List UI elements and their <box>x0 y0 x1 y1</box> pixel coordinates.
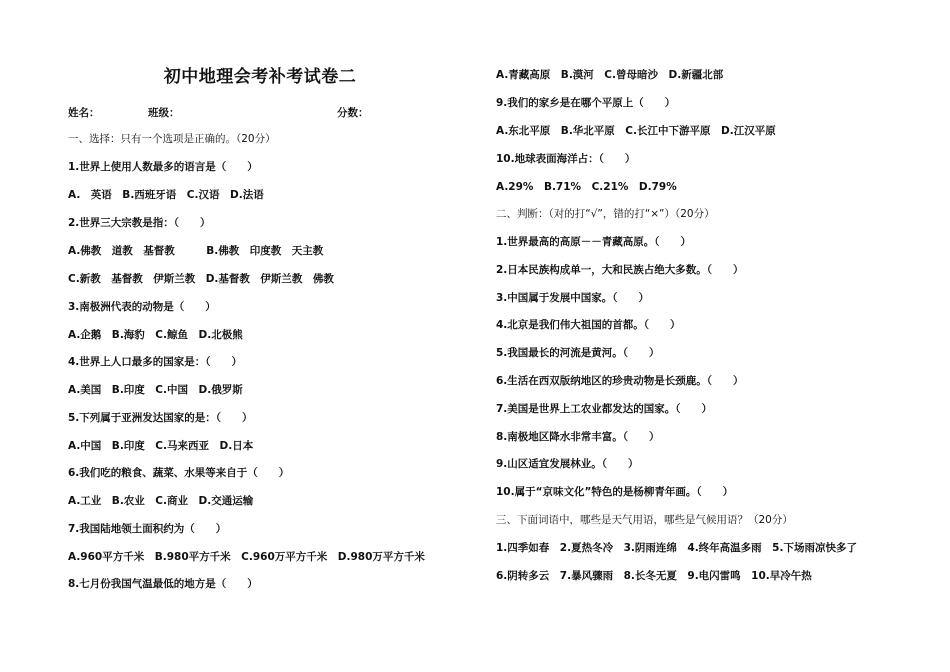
judgment-line: 1.世界最高的高原－－青藏高原。（ ） <box>496 236 692 248</box>
question-line: 5.下列属于亚洲发达国家的是：（ ） <box>68 412 253 424</box>
judgment-line: 8.南极地区降水非常丰富。（ ） <box>496 431 660 443</box>
options-line: A. 英语 B.西班牙语 C.汉语 D.法语 <box>68 189 264 201</box>
question-line: 9.我们的家乡是在哪个平原上（ ） <box>496 97 676 109</box>
section-three-heading: 三、下面词语中，哪些是天气用语，哪些是气候用语？（20分） <box>496 514 793 526</box>
question-line: 1.世界上使用人数最多的语言是（ ） <box>68 161 258 173</box>
question-line: 2.世界三大宗教是指：（ ） <box>68 217 211 229</box>
section-one-heading: 一、选择：只有一个选项是正确的。（20分） <box>68 133 276 145</box>
judgment-line: 10.属于“京味文化”特色的是杨柳青年画。（ ） <box>496 486 734 498</box>
class-label: 班级： <box>148 107 180 119</box>
section-two-heading: 二、判断：（对的打“√”，错的打“×”）（20分） <box>496 208 715 220</box>
terms-line: 6.阴转多云 7.暴风骤雨 8.长冬无夏 9.电闪雷鸣 10.早冷午热 <box>496 570 812 582</box>
question-line: 8.七月份我国气温最低的地方是（ ） <box>68 578 258 590</box>
exam-title: 初中地理会考补考试卷二 <box>163 67 357 87</box>
judgment-line: 9.山区适宜发展林业。（ ） <box>496 458 639 470</box>
options-line: A.佛教 道教 基督教 B.佛教 印度教 天主教 <box>68 245 324 257</box>
judgment-line: 5.我国最长的河流是黄河。（ ） <box>496 347 660 359</box>
question-line: 4.世界上人口最多的国家是：（ ） <box>68 356 243 368</box>
name-label: 姓名： <box>68 107 100 119</box>
score-label: 分数： <box>337 107 369 119</box>
judgment-line: 4.北京是我们伟大祖国的首都。（ ） <box>496 319 681 331</box>
question-line: 10.地球表面海洋占：（ ） <box>496 153 636 165</box>
options-line: A.960平方千米 B.980平方千米 C.960万平方千米 D.980万平方千米 <box>68 551 425 563</box>
options-line: A.东北平原 B.华北平原 C.长江中下游平原 D.江汉平原 <box>496 125 776 137</box>
options-line: A.美国 B.印度 C.中国 D.俄罗斯 <box>68 384 243 396</box>
question-line: 6.我们吃的粮食、蔬菜、水果等来自于（ ） <box>68 467 290 479</box>
question-line: 3.南极洲代表的动物是（ ） <box>68 301 216 313</box>
options-line: A.中国 B.印度 C.马来西亚 D.日本 <box>68 440 254 452</box>
judgment-line: 2.日本民族构成单一，大和民族占绝大多数。（ ） <box>496 264 744 276</box>
judgment-line: 3.中国属于发展中国家。（ ） <box>496 292 650 304</box>
options-line: A.青藏高原 B.漠河 C.曾母暗沙 D.新疆北部 <box>496 69 724 81</box>
judgment-line: 7.美国是世界上工农业都发达的国家。（ ） <box>496 403 713 415</box>
options-line: A.29% B.71% C.21% D.79% <box>496 181 677 193</box>
options-line: A.工业 B.农业 C.商业 D.交通运输 <box>68 495 254 507</box>
judgment-line: 6.生活在西双版纳地区的珍贵动物是长颈鹿。（ ） <box>496 375 744 387</box>
options-line: A.企鹅 B.海豹 C.鲸鱼 D.北极熊 <box>68 329 243 341</box>
question-line: 7.我国陆地领土面积约为（ ） <box>68 523 227 535</box>
options-line: C.新教 基督教 伊斯兰教 D.基督教 伊斯兰教 佛教 <box>68 273 334 285</box>
terms-line: 1.四季如春 2.夏热冬冷 3.阴雨连绵 4.终年高温多雨 5.下场雨凉快多了 <box>496 542 857 554</box>
